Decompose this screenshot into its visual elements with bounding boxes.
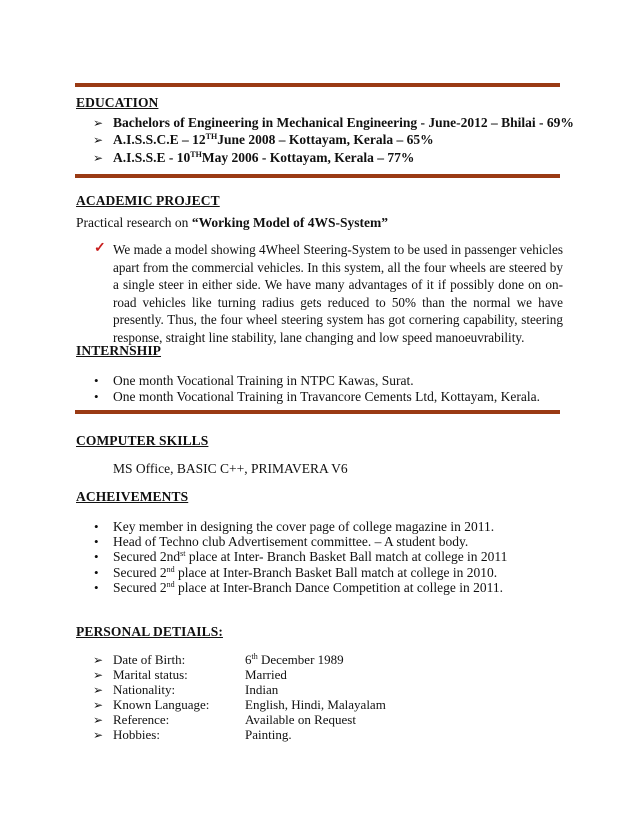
project-heading: ACADEMIC PROJECT	[76, 193, 220, 208]
personal-key: Nationality:	[113, 682, 176, 697]
arrow-bullet-icon: ➢	[93, 151, 104, 165]
internship-item: One month Vocational Training in Travancore Cements Ltd, Kottayam, Kerala.	[113, 389, 540, 404]
education-item: A.I.S.S.C.E – 12THJune 2008 – Kottayam, Kerala – 65%	[113, 132, 434, 147]
achievement-item: Secured $2nd^{st}$ place at Inter- Branch Basket Ball match at college in 2011	[113, 549, 508, 564]
computer-skills-text: MS Office, BASIC C++, PRIMAVERA V6	[113, 461, 348, 476]
personal-key: Hobbies:	[113, 727, 160, 742]
personal-value: Available on Request	[245, 712, 356, 727]
achievement-item: Head of Techno club Advertisement committee. – A student body.	[113, 534, 469, 549]
achievement-item: Secured 2nd place at Inter-Branch Basket Ball match at college in 2010.	[113, 565, 498, 580]
section-divider	[75, 410, 560, 414]
personal-key: Known Language:	[113, 697, 210, 712]
arrow-bullet-icon: ➢	[93, 728, 104, 742]
personal-key: Marital status:	[113, 667, 188, 682]
internship-item: One month Vocational Training in NTPC Kawas, Surat.	[113, 373, 414, 388]
internship-heading: INTERNSHIP	[76, 343, 162, 358]
section-divider	[75, 83, 560, 87]
dot-bullet-icon: •	[94, 519, 99, 534]
achievement-item: Secured 2nd place at Inter-Branch Dance Competition at college in 2011.	[113, 580, 503, 595]
arrow-bullet-icon: ➢	[93, 653, 104, 667]
education-item: A.I.S.S.E - 10THMay 2006 - Kottayam, Kerala – 77%	[113, 150, 415, 165]
arrow-bullet-icon: ➢	[93, 713, 104, 727]
dot-bullet-icon: •	[94, 549, 99, 564]
dot-bullet-icon: •	[94, 580, 99, 595]
dot-bullet-icon: •	[94, 389, 99, 404]
dot-bullet-icon: •	[94, 565, 99, 580]
personal-heading: PERSONAL DETIAILS:	[76, 624, 223, 639]
achievement-item: Key member in designing the cover page of college magazine in 2011.	[113, 519, 495, 534]
education-heading: EDUCATION	[76, 95, 159, 110]
personal-key: Date of Birth:	[113, 652, 186, 667]
project-description: We made a model showing 4Wheel Steering-System to be used in passenger vehicles apart from the commercial vehicles. In this system, all the four wheels are steered by a single steer in either side. We have many advantages of it if possibly done on on-road vehicles like turning radius gets reduced to 50% than the normal we have presently. Thus, the four wheel steering system has got cornering capability, steering response, straight line stability, lane changing and low speed manoeuvrability.	[113, 242, 563, 345]
personal-value: Painting.	[245, 727, 292, 742]
arrow-bullet-icon: ➢	[93, 133, 104, 147]
personal-key: Reference:	[113, 712, 170, 727]
project-intro: Practical research on “Working Model of 4WS-System”	[76, 215, 388, 230]
personal-value: 6th December 1989	[245, 652, 344, 667]
arrow-bullet-icon: ➢	[93, 683, 104, 697]
personal-value: English, Hindi, Malayalam	[245, 697, 386, 712]
dot-bullet-icon: •	[94, 373, 99, 388]
arrow-bullet-icon: ➢	[93, 668, 104, 682]
check-icon: ✓	[94, 241, 106, 256]
personal-value: Married	[245, 667, 287, 682]
education-item: Bachelors of Engineering in Mechanical Engineering - June-2012 – Bhilai - 69%	[113, 115, 574, 130]
achievements-heading: ACHEIVEMENTS	[76, 489, 189, 504]
personal-value: Indian	[245, 682, 279, 697]
section-divider	[75, 174, 560, 178]
dot-bullet-icon: •	[94, 534, 99, 549]
computer-skills-heading: COMPUTER SKILLS	[76, 433, 209, 448]
arrow-bullet-icon: ➢	[93, 698, 104, 712]
arrow-bullet-icon: ➢	[93, 116, 104, 130]
